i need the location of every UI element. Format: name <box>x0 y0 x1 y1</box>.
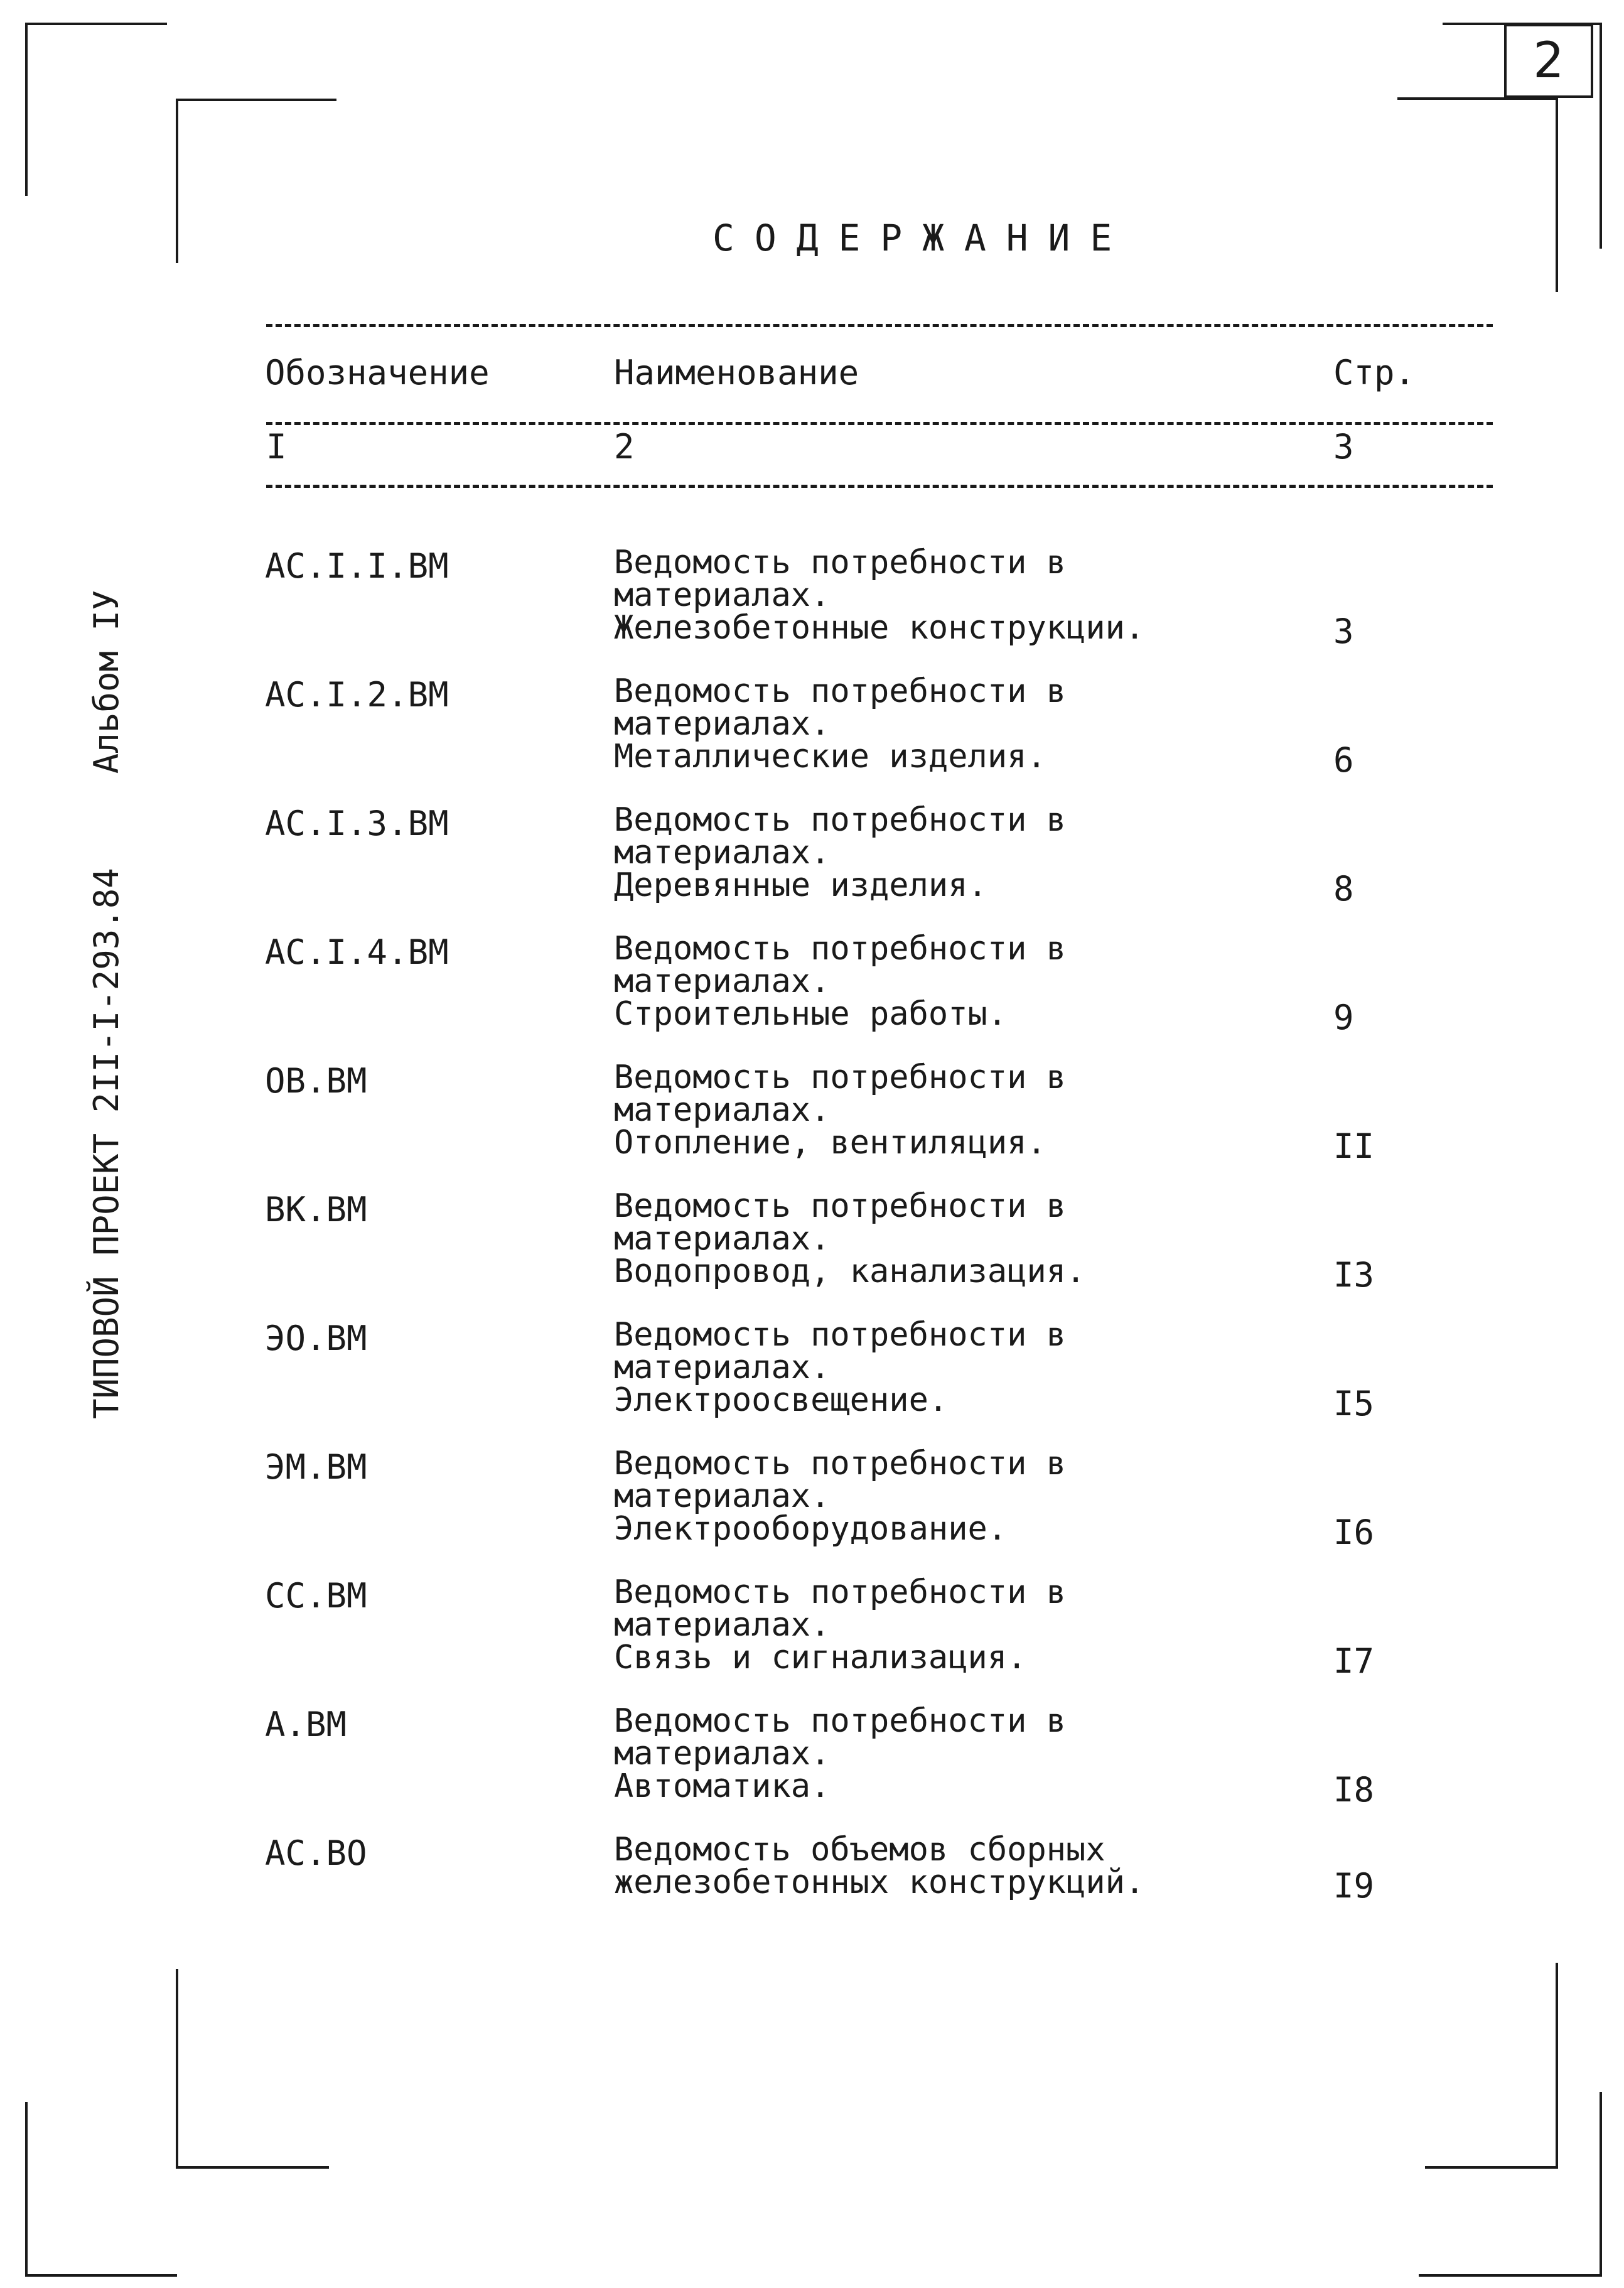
row-designation: АС.I.4.ВМ <box>265 932 449 972</box>
table-row <box>0 1187 1624 1319</box>
row-page: I7 <box>1333 1641 1375 1681</box>
row-designation: ЭО.ВМ <box>265 1319 367 1358</box>
row-name-line: Деревянные изделия. <box>614 866 987 904</box>
row-name-line: Электроосвещение. <box>614 1381 949 1419</box>
row-name-line: материалах. <box>614 1091 831 1129</box>
row-name-line: материалах. <box>614 834 831 871</box>
outer-corner-bottom-left-h <box>25 2274 177 2277</box>
header-bottom-rule <box>266 485 1493 488</box>
row-designation: АС.I.2.ВМ <box>265 675 449 715</box>
header-top-rule <box>266 324 1493 327</box>
row-name <box>614 1702 1242 1805</box>
row-name-line: Ведомость потребности в <box>614 801 1067 839</box>
row-page: I9 <box>1333 1866 1375 1906</box>
row-name-line: Ведомость потребности в <box>614 1445 1067 1482</box>
row-designation: А.ВМ <box>265 1705 347 1744</box>
row-name-line: Ведомость потребности в <box>614 1573 1067 1611</box>
row-name-line: материалах. <box>614 1477 831 1515</box>
row-name-line: материалах. <box>614 1606 831 1644</box>
row-name-line: железобетонных конструкций. <box>614 1864 1145 1901</box>
row-designation: АС.I.3.ВМ <box>265 804 449 843</box>
row-name-line: Ведомость потребности в <box>614 1316 1067 1354</box>
column-number-3: 3 <box>1333 427 1354 467</box>
page-number-box <box>1504 24 1593 98</box>
column-number-2: 2 <box>614 427 635 467</box>
row-name <box>614 1187 1242 1290</box>
row-name <box>614 672 1242 775</box>
row-name-line: Ведомость потребности в <box>614 1187 1067 1225</box>
row-name-line: Строительные работы. <box>614 995 1008 1033</box>
row-designation: ЭМ.ВМ <box>265 1447 367 1487</box>
row-name-line: материалах. <box>614 705 831 743</box>
row-name-line: Автоматика. <box>614 1767 831 1805</box>
outer-corner-top-left-h <box>25 23 167 25</box>
row-name-line: Водопровод, канализация. <box>614 1253 1086 1290</box>
row-name-line: Ведомость потребности в <box>614 544 1067 581</box>
row-page: 9 <box>1333 998 1354 1037</box>
table-row <box>0 1447 1624 1576</box>
inner-corner-bottom-right-h <box>1425 2166 1558 2169</box>
inner-corner-top-left-h <box>176 99 336 101</box>
row-page: I3 <box>1333 1255 1375 1295</box>
row-page: I8 <box>1333 1770 1375 1810</box>
row-name-line: материалах. <box>614 1220 831 1258</box>
row-name-line: Ведомость объемов сборных <box>614 1831 1105 1869</box>
row-name <box>614 930 1242 1033</box>
row-name-line: Железобетонные конструкции. <box>614 609 1145 647</box>
row-name-line: материалах. <box>614 1735 831 1773</box>
row-name-line: материалах. <box>614 576 831 614</box>
row-page: II <box>1333 1126 1375 1166</box>
row-name-line: Металлические изделия. <box>614 738 1046 775</box>
outer-corner-top-left-v <box>25 23 28 196</box>
column-number-1: I <box>266 427 287 467</box>
inner-corner-bottom-left-v <box>176 1969 178 2169</box>
page-number: 2 <box>1533 33 1564 89</box>
row-page: 3 <box>1333 612 1354 651</box>
inner-corner-bottom-right-v <box>1556 1963 1558 2169</box>
table-row <box>0 546 1624 675</box>
row-name <box>614 1833 1242 1899</box>
header-designation: Обозначение <box>265 353 490 392</box>
row-designation: ОВ.ВМ <box>265 1061 367 1101</box>
row-designation: СС.ВМ <box>265 1576 367 1616</box>
row-designation: ВК.ВМ <box>265 1190 367 1229</box>
row-name-line: Ведомость потребности в <box>614 930 1067 968</box>
row-name-line: Ведомость потребности в <box>614 1702 1067 1740</box>
outer-corner-bottom-left-v <box>25 2102 28 2277</box>
inner-corner-top-right-v <box>1556 97 1558 292</box>
outer-corner-bottom-right-v <box>1600 2092 1602 2277</box>
side-caption-album: Альбом IУ <box>87 590 126 774</box>
row-name <box>614 1059 1242 1162</box>
row-page: I6 <box>1333 1513 1375 1552</box>
row-designation: АС.ВО <box>265 1833 367 1873</box>
outer-corner-bottom-right-h <box>1419 2274 1602 2277</box>
row-name <box>614 1316 1242 1419</box>
row-name-line: Отопление, вентиляция. <box>614 1124 1046 1162</box>
header-page: Стр. <box>1333 353 1416 392</box>
page-title: СОДЕРЖАНИЕ <box>713 217 1132 259</box>
row-page: 6 <box>1333 740 1354 780</box>
row-page: I5 <box>1333 1384 1375 1423</box>
header-name: Наименование <box>614 353 859 392</box>
table-row <box>0 672 1624 804</box>
row-name-line: Электрооборудование. <box>614 1510 1008 1548</box>
table-row <box>0 1061 1624 1190</box>
row-name <box>614 1573 1242 1676</box>
row-page: 8 <box>1333 869 1354 909</box>
table-row <box>0 932 1624 1061</box>
row-name-line: материалах. <box>614 963 831 1000</box>
row-name-line: материалах. <box>614 1349 831 1386</box>
side-caption-project: ТИПОВОЙ ПРОЕКТ 2II-I-293.84 <box>87 868 126 1419</box>
inner-corner-bottom-left-h <box>176 2166 329 2169</box>
side-caption <box>87 590 126 1419</box>
table-row <box>0 1833 1624 1962</box>
row-name-line: Ведомость потребности в <box>614 672 1067 710</box>
outer-corner-top-right-v <box>1600 23 1602 249</box>
header-middle-rule <box>266 422 1493 425</box>
row-name-line: Ведомость потребности в <box>614 1059 1067 1096</box>
row-name <box>614 544 1242 647</box>
inner-corner-top-left-v <box>176 99 178 263</box>
table-row <box>0 1316 1624 1447</box>
table-row <box>0 1573 1624 1705</box>
row-name <box>614 1445 1242 1548</box>
row-designation: АС.I.I.ВМ <box>265 546 449 586</box>
table-row <box>0 1702 1624 1833</box>
row-name <box>614 801 1242 904</box>
row-name-line: Связь и сигнализация. <box>614 1639 1027 1676</box>
table-row <box>0 801 1624 932</box>
